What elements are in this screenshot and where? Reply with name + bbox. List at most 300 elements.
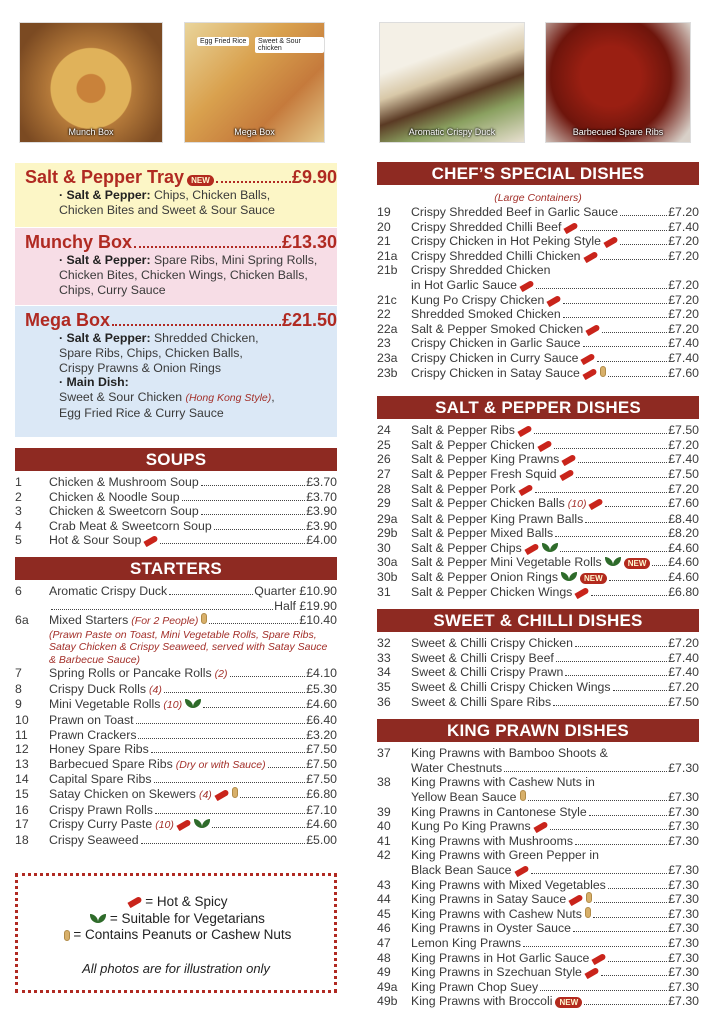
leaf-icon <box>605 557 621 566</box>
item-name: Kung Po King Prawns <box>411 819 531 834</box>
item-number: 38 <box>377 775 391 790</box>
item-note: (4) <box>198 789 212 801</box>
menu-item <box>377 423 699 438</box>
item-price: £7.30 <box>668 979 699 994</box>
chilli-icon <box>559 469 574 481</box>
photo-munch-box <box>19 22 163 143</box>
item-name: Salt & Pepper Fresh Squid <box>411 466 557 481</box>
leaf-icon <box>194 819 210 828</box>
dot-leader <box>141 843 306 844</box>
left-column <box>15 448 337 847</box>
chilli-icon <box>583 251 598 263</box>
chilli-icon <box>582 367 597 379</box>
item-number: 13 <box>15 756 29 771</box>
menu-item <box>377 570 699 585</box>
item-price: £7.20 <box>668 292 699 307</box>
dot-leader <box>151 752 305 753</box>
chilli-icon <box>176 819 191 831</box>
combo-line: Egg Fried Rice & Curry Sauce <box>59 405 224 420</box>
dot-leader <box>584 1004 667 1005</box>
item-name: Spring Rolls or Pancake Rolls <box>49 666 212 681</box>
item-number: 10 <box>15 713 29 728</box>
item-name: Mixed Starters <box>49 613 129 628</box>
item-name: King Prawns with Bamboo Shoots & <box>411 746 608 761</box>
photo-caption: Mega Box <box>234 127 275 137</box>
dot-leader <box>160 543 305 544</box>
item-number: 4 <box>15 518 22 533</box>
item-price: £6.80 <box>668 584 699 599</box>
combo-line: Crispy Prawns & Onion Rings <box>59 360 221 375</box>
item-name: Chicken & Mushroom Soup <box>49 475 199 489</box>
menu-item <box>15 728 337 743</box>
menu-item <box>377 322 699 337</box>
menu-item <box>377 936 699 951</box>
item-number: 22a <box>377 321 398 336</box>
chilli-icon <box>589 498 604 510</box>
dot-leader <box>620 215 667 216</box>
item-name: Crispy Chicken in Satay Sauce <box>411 365 580 380</box>
menu-item <box>377 746 699 775</box>
item-number: 21b <box>377 263 398 278</box>
menu-item <box>377 263 699 292</box>
dot-leader <box>563 303 667 304</box>
item-number: 18 <box>15 832 29 847</box>
menu-item <box>377 965 699 980</box>
item-number: 49b <box>377 994 398 1009</box>
section-saltpepper <box>377 396 699 599</box>
dot-leader <box>554 448 667 449</box>
item-number: 12 <box>15 742 29 757</box>
menu-item <box>15 519 337 534</box>
menu-item <box>377 452 699 467</box>
item-number: 30b <box>377 570 398 585</box>
item-price: £3.20 <box>306 727 337 742</box>
legend-veg: = Suitable for Vegetarians <box>109 910 265 926</box>
item-price: £7.30 <box>668 935 699 950</box>
item-number: 23b <box>377 365 398 380</box>
dot-leader <box>602 332 667 333</box>
dot-leader <box>528 800 668 801</box>
item-number: 7 <box>15 666 22 681</box>
menu-item <box>377 366 699 381</box>
item-name: Crispy Shredded Chilli Beef <box>411 219 562 234</box>
item-price: £7.20 <box>668 234 699 249</box>
dot-leader <box>540 990 667 991</box>
item-note: (2) <box>214 668 228 681</box>
photo-caption: Munch Box <box>68 127 114 137</box>
dot-leader <box>164 692 305 693</box>
dot-leader <box>134 246 281 248</box>
nut-icon <box>586 892 592 903</box>
menu-item <box>377 980 699 995</box>
item-name: King Prawns with Mushrooms <box>411 833 573 848</box>
item-price: £6.80 <box>306 787 337 801</box>
chilli-icon <box>144 535 159 547</box>
combo-line: Chicken Bites and Sweet & Sour Sauce <box>59 202 276 217</box>
chilli-icon <box>575 587 590 599</box>
dot-leader <box>601 975 667 976</box>
dot-leader <box>605 506 667 507</box>
dot-leader <box>589 815 668 816</box>
menu-item <box>377 775 699 804</box>
dot-leader <box>585 522 667 523</box>
menu-item <box>15 490 337 505</box>
item-number: 5 <box>15 533 22 548</box>
item-number: 35 <box>377 680 391 695</box>
item-name: Salt & Pepper Onion Rings <box>411 570 558 585</box>
item-number: 21a <box>377 248 398 263</box>
item-price: £7.30 <box>668 965 699 980</box>
new-badge: NEW <box>624 558 651 569</box>
item-name: Shredded Smoked Chicken <box>411 307 561 322</box>
item-price: £7.40 <box>668 665 699 680</box>
photo-label: Sweet & Sour chicken <box>255 37 324 53</box>
dot-leader <box>268 767 306 768</box>
item-name: Mini Vegetable Rolls <box>49 697 161 712</box>
section-kingprawn <box>377 719 699 1009</box>
chilli-icon <box>214 789 229 801</box>
dot-leader <box>576 477 668 478</box>
dot-leader <box>553 705 667 706</box>
menu-item <box>377 438 699 453</box>
menu-item <box>377 526 699 541</box>
item-name: Salt & Pepper Mini Vegetable Rolls <box>411 555 602 570</box>
item-number: 16 <box>15 802 29 817</box>
item-name: Salt & Pepper King Prawns <box>411 452 560 467</box>
item-price: £3.90 <box>306 504 337 519</box>
item-name: King Prawns in Szechuan Style <box>411 965 582 980</box>
menu-item <box>377 878 699 893</box>
photo-caption: Barbecued Spare Ribs <box>572 127 664 137</box>
item-name: Crispy Duck Rolls <box>49 681 147 696</box>
item-price: £7.30 <box>668 906 699 921</box>
combo-line: Sweet & Sour Chicken (Hong Kong Style), <box>59 390 275 405</box>
menu-item <box>377 249 699 264</box>
item-number: 3 <box>15 504 22 519</box>
item-price: £3.90 <box>306 518 337 533</box>
item-name: Salt & Pepper Chicken <box>411 437 535 452</box>
section-header: SOUPS <box>15 448 337 471</box>
item-price: Quarter £10.90 <box>254 583 337 598</box>
item-name: Lemon King Prawns <box>411 935 522 950</box>
item-name: Salt & Pepper King Prawn Balls <box>411 511 584 526</box>
item-price: £7.50 <box>668 466 699 481</box>
item-name: Aromatic Crispy Duck <box>49 583 168 598</box>
menu-item <box>377 541 699 556</box>
item-name: King Prawns in Oyster Sauce <box>411 921 571 936</box>
dot-leader <box>609 580 668 581</box>
item-price: £4.00 <box>306 533 337 548</box>
menu-item <box>377 951 699 966</box>
item-name: Sweet & Chilli Crispy Beef <box>411 650 554 665</box>
dot-leader <box>154 782 306 783</box>
item-name: Kung Po Crispy Chicken <box>411 292 545 307</box>
item-name: King Prawn Chop Suey <box>411 979 539 994</box>
menu-item <box>377 848 699 877</box>
menu-item <box>377 834 699 849</box>
item-price: £4.60 <box>668 555 699 570</box>
dot-leader <box>216 181 291 183</box>
menu-item <box>377 467 699 482</box>
leaf-icon <box>185 699 201 708</box>
section-soups <box>15 448 337 548</box>
item-number: 32 <box>377 636 391 651</box>
menu-item <box>377 293 699 308</box>
dot-leader <box>523 946 667 947</box>
chilli-icon <box>562 454 577 466</box>
dot-leader <box>575 844 667 845</box>
item-name: Salt & Pepper Mixed Balls <box>411 526 554 541</box>
legend-hot: = Hot & Spicy <box>145 894 228 909</box>
section-header: SALT & PEPPER DISHES <box>377 396 699 419</box>
section-subtitle: (Large Containers) <box>494 192 582 204</box>
item-number: 24 <box>377 423 391 438</box>
item-name: Salt & Pepper Chicken Wings <box>411 584 573 599</box>
chilli-icon <box>537 440 552 452</box>
item-number: 19 <box>377 205 391 219</box>
dot-leader <box>531 873 668 874</box>
item-name: King Prawns in Hot Garlic Sauce <box>411 950 590 965</box>
item-number: 45 <box>377 906 391 921</box>
item-name: Crispy Prawn Rolls <box>49 802 153 817</box>
menu-item <box>15 833 337 848</box>
dot-leader <box>580 230 667 231</box>
item-note: (10) <box>567 498 587 511</box>
item-price: £7.60 <box>668 365 699 380</box>
chilli-icon <box>127 896 142 908</box>
dot-leader <box>534 433 667 434</box>
item-name: King Prawns in Satay Sauce <box>411 892 567 907</box>
item-number: 46 <box>377 921 391 936</box>
dot-leader <box>240 797 305 798</box>
item-number: 34 <box>377 665 391 680</box>
photo-spare-ribs <box>545 22 691 143</box>
item-name: Honey Spare Ribs <box>49 742 149 757</box>
combo-line: Chicken Bites, Chicken Wings, Chicken Balls, <box>59 267 308 282</box>
item-name: Salt & Pepper Pork <box>411 481 516 496</box>
item-price: £7.20 <box>668 205 699 219</box>
item-price: £3.70 <box>306 489 337 504</box>
dot-leader <box>209 623 298 624</box>
item-number: 33 <box>377 650 391 665</box>
item-name: Satay Chicken on Skewers <box>49 787 196 801</box>
item-price: £7.50 <box>668 694 699 709</box>
item-name: King Prawns with Cashew Nuts <box>411 906 582 921</box>
item-name: Salt & Pepper Chips <box>411 540 522 555</box>
item-number: 8 <box>15 681 22 696</box>
item-number: 21 <box>377 234 391 249</box>
item-name-cont: Black Bean Sauce <box>411 862 512 877</box>
menu-item <box>377 680 699 695</box>
nut-icon <box>520 790 526 801</box>
item-price: £7.30 <box>668 877 699 892</box>
item-price: £3.70 <box>306 475 337 489</box>
dot-leader <box>608 961 667 962</box>
dot-leader <box>620 244 667 245</box>
item-name: Capital Spare Ribs <box>49 772 152 787</box>
item-price: £7.50 <box>306 772 337 787</box>
item-price: £7.30 <box>668 862 699 877</box>
item-note: (10) <box>155 819 174 832</box>
dot-leader <box>51 609 273 610</box>
item-name: Chicken & Sweetcorn Soup <box>49 504 199 519</box>
menu-item <box>377 819 699 834</box>
menu-item <box>15 787 337 803</box>
item-number: 6a <box>15 613 29 628</box>
chilli-icon <box>603 236 618 248</box>
dot-leader <box>136 723 306 724</box>
item-number: 37 <box>377 746 391 761</box>
dot-leader <box>201 485 306 486</box>
item-name: Sweet & Chilli Crispy Chicken Wings <box>411 680 611 695</box>
combo-box <box>15 163 337 227</box>
combo-price: £21.50 <box>281 310 337 330</box>
item-price: £4.60 <box>306 697 337 712</box>
item-number: 22 <box>377 307 391 322</box>
chilli-icon <box>547 294 562 306</box>
dot-leader <box>201 514 306 515</box>
item-number: 49 <box>377 965 391 980</box>
menu-item <box>377 892 699 907</box>
item-price: £7.30 <box>668 950 699 965</box>
dot-leader <box>535 492 668 493</box>
item-number: 28 <box>377 481 391 496</box>
menu-item <box>377 234 699 249</box>
dot-leader <box>583 346 668 347</box>
item-name: Prawn Crackers <box>49 727 137 742</box>
menu-item <box>15 533 337 548</box>
combo-title: Salt & Pepper Tray <box>25 167 185 187</box>
dot-leader <box>536 288 667 289</box>
dot-leader <box>594 902 667 903</box>
item-price: £7.30 <box>668 819 699 834</box>
item-name: Salt & Pepper Chicken Balls <box>411 496 565 511</box>
nut-icon <box>585 907 591 918</box>
dot-leader <box>214 529 306 530</box>
item-price: £7.30 <box>668 804 699 819</box>
item-name: King Prawns with Broccoli <box>411 994 553 1009</box>
item-price: £7.20 <box>668 248 699 263</box>
item-price: £8.40 <box>668 511 699 526</box>
menu-item <box>377 665 699 680</box>
item-number: 40 <box>377 819 391 834</box>
item-price: £6.40 <box>306 713 337 728</box>
item-price: £7.20 <box>668 680 699 695</box>
item-number: 2 <box>15 489 22 504</box>
dot-leader <box>560 551 667 552</box>
menu-item <box>377 220 699 235</box>
dot-leader <box>591 595 667 596</box>
menu-item <box>15 772 337 787</box>
menu-item <box>15 504 337 519</box>
combo-box <box>15 228 337 305</box>
item-name: Crispy Seaweed <box>49 832 139 847</box>
photo-caption: Aromatic Crispy Duck <box>408 127 496 137</box>
item-price: £7.20 <box>668 277 699 292</box>
dot-leader <box>597 361 667 362</box>
combo-title: Mega Box <box>25 310 111 330</box>
item-name: Crispy Chicken in Hot Peking Style <box>411 234 601 249</box>
item-name: Sweet & Chilli Crispy Chicken <box>411 636 573 651</box>
dot-leader <box>593 917 667 918</box>
item-price: £7.30 <box>668 994 699 1009</box>
combo-price: £9.90 <box>291 167 337 187</box>
dot-leader <box>600 259 668 260</box>
item-price: £4.60 <box>306 817 337 832</box>
dot-leader <box>608 888 667 889</box>
dot-leader <box>578 462 667 463</box>
section-header: CHEF’S SPECIAL DISHES <box>377 162 699 185</box>
item-price: £7.50 <box>668 423 699 438</box>
item-note: (4) <box>149 683 162 696</box>
item-number: 11 <box>15 727 28 742</box>
section-header: KING PRAWN DISHES <box>377 719 699 742</box>
item-number: 29 <box>377 496 391 511</box>
item-name: Crispy Curry Paste <box>49 817 153 832</box>
menu-item <box>15 697 337 713</box>
photo-mega-box <box>184 22 325 143</box>
item-price-half: Half £19.90 <box>274 598 337 613</box>
dot-leader <box>555 536 667 537</box>
item-number: 29b <box>377 526 398 541</box>
item-number: 20 <box>377 219 391 234</box>
item-name: Crispy Shredded Chicken <box>411 263 551 278</box>
item-name: Sweet & Chilli Spare Ribs <box>411 694 552 709</box>
dot-leader <box>556 661 667 662</box>
menu-item <box>377 205 699 220</box>
item-price: £7.20 <box>668 481 699 496</box>
item-name: King Prawns with Cashew Nuts in <box>411 775 595 790</box>
item-price: £4.10 <box>306 666 337 681</box>
item-name: King Prawns with Mixed Vegetables <box>411 877 606 892</box>
section-header: SWEET & CHILLI DISHES <box>377 609 699 632</box>
item-price: £7.30 <box>668 760 699 775</box>
item-price: £7.40 <box>668 336 699 351</box>
item-number: 36 <box>377 694 391 709</box>
combo-line: · Main Dish: <box>59 375 129 390</box>
menu-item <box>377 512 699 527</box>
item-note: (Dry or with Sauce) <box>175 758 266 771</box>
menu-item <box>15 682 337 698</box>
menu-item <box>15 666 337 682</box>
section-starters <box>15 557 337 847</box>
item-number: 44 <box>377 892 391 907</box>
item-price: £7.50 <box>306 756 337 771</box>
item-description: (Prawn Paste on Toast, Mini Vegetable Rolls, Spare Ribs, Satay Chicken & Crispy Seaweed, served with Satay Sauce & Barbecue Sauce) <box>49 628 328 666</box>
menu-item <box>377 921 699 936</box>
item-price: £7.20 <box>668 321 699 336</box>
combo-line: Chips, Curry Sauce <box>59 282 166 297</box>
item-number: 21c <box>377 292 397 307</box>
item-name: Crispy Chicken in Garlic Sauce <box>411 336 581 351</box>
chilli-icon <box>564 221 579 233</box>
menu-item <box>15 817 337 833</box>
item-price: £7.20 <box>668 437 699 452</box>
leaf-icon <box>542 543 558 552</box>
item-number: 6 <box>15 583 22 598</box>
item-number: 31 <box>377 584 391 599</box>
chilli-icon <box>586 324 601 336</box>
item-price: £7.20 <box>668 636 699 651</box>
item-number: 43 <box>377 877 391 892</box>
new-badge: NEW <box>555 997 582 1008</box>
menu-item <box>15 475 337 490</box>
combo-box <box>15 306 337 437</box>
chilli-icon <box>592 952 607 964</box>
item-name: Salt & Pepper Ribs <box>411 423 515 438</box>
dot-leader <box>230 676 306 677</box>
chilli-icon <box>517 425 532 437</box>
